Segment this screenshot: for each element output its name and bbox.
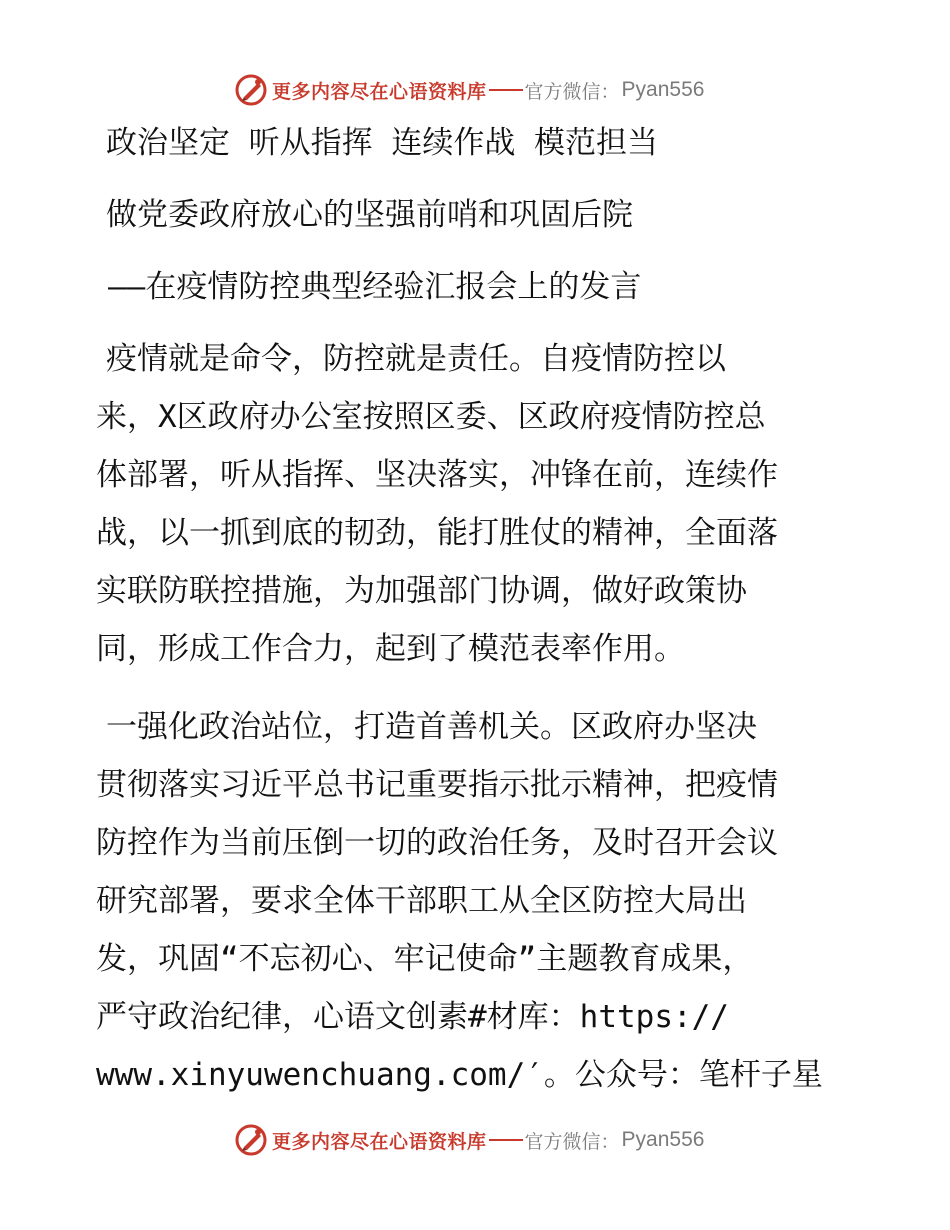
title-line-1: 政治坚定 听从指挥 连续作战 模范担当 [106, 125, 658, 161]
spacer [96, 244, 856, 258]
subtitle-line: ——在疫情防控典型经验汇报会上的发言 [108, 269, 642, 305]
paragraph-line: 战，以一抓到底的韧劲，能打胜仗的精神，全面落 [96, 515, 778, 551]
banner-sub-text: 官方微信： [524, 80, 620, 103]
pen-nib-logo-icon [234, 1123, 268, 1157]
banner-main-text: 更多内容尽在心语资料库 [272, 80, 487, 103]
banner-main-text: 更多内容尽在心语资料库 [272, 1130, 487, 1153]
banner-wechat-id: Pyan556 [621, 78, 705, 101]
footer-watermark-banner [234, 1122, 704, 1158]
banner-sub-text: 官方微信： [524, 1130, 620, 1153]
paragraph-line: 贯彻落实习近平总书记重要指示批示精神，把疫情 [96, 767, 778, 803]
paragraph-line: 防控作为当前压倒一切的政治任务，及时召开会议 [96, 825, 778, 861]
paragraph-1 [96, 330, 856, 678]
paragraph-line: 体部署，听从指挥、坚决落实，冲锋在前，连续作 [96, 457, 778, 493]
paragraph-line: 来，X区政府办公室按照区委、区政府疫情防控总 [96, 399, 766, 435]
banner-dash [489, 89, 523, 91]
pen-nib-logo-icon [234, 73, 268, 107]
spacer [96, 678, 856, 698]
header-watermark-banner [234, 72, 704, 108]
document-body [96, 114, 856, 1104]
paragraph-line: 同，形成工作合力，起到了模范表率作用。 [96, 631, 685, 667]
paragraph-line: www.xinyuwenchuang.com/′。公众号：笔杆子星 [96, 1057, 823, 1093]
paragraph-line: 一强化政治站位，打造首善机关。区政府办坚决 [106, 709, 757, 745]
spacer [96, 316, 856, 330]
paragraph-2 [96, 698, 856, 1104]
paragraph-line: 严守政治纪律，心语文创素#材库：https:// [96, 999, 729, 1035]
banner-dash [489, 1139, 523, 1141]
paragraph-line: 实联防联控措施，为加强部门协调，做好政策协 [96, 573, 747, 609]
title-line-2: 做党委政府放心的坚强前哨和巩固后院 [106, 197, 633, 233]
banner-wechat-id: Pyan556 [621, 1128, 705, 1151]
paragraph-line: 发，巩固“不忘初心、牢记使命”主题教育成果， [96, 941, 754, 977]
paragraph-line: 研究部署，要求全体干部职工从全区防控大局出 [96, 883, 747, 919]
paragraph-line: 疫情就是命令，防控就是责任。自疫情防控以 [106, 341, 726, 377]
spacer [96, 172, 856, 186]
